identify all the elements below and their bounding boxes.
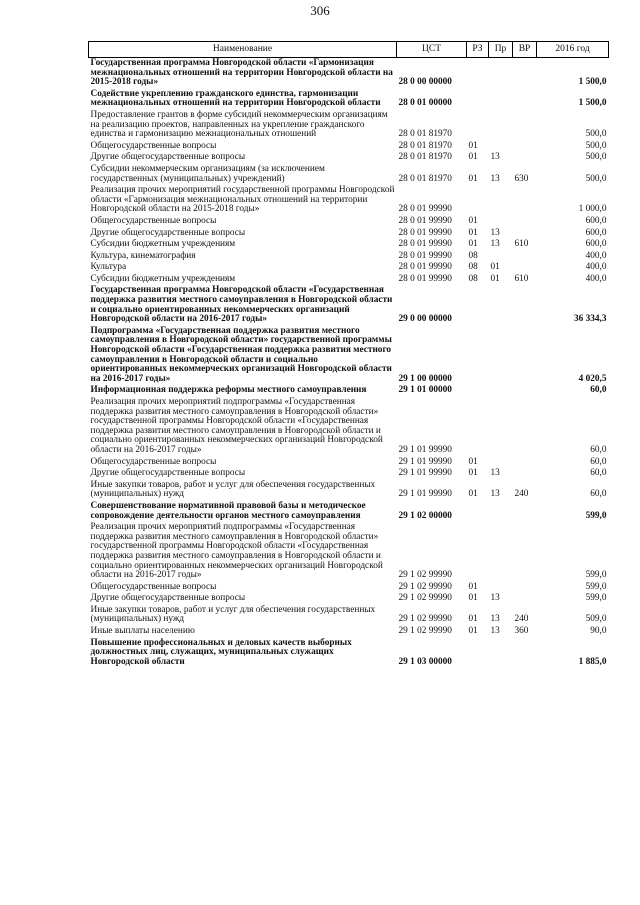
- table-row: [89, 480, 609, 501]
- table-row: [89, 285, 609, 325]
- row-name-cell: Общегосударственные вопросы: [90, 215, 217, 226]
- row-name-cell: Субсидии бюджетным учреждениям: [90, 239, 236, 250]
- table-row: [89, 152, 609, 164]
- row-amount-cell: 509,0: [585, 614, 607, 625]
- row-rz-cell: [467, 185, 489, 216]
- row-rz-cell: [467, 285, 489, 325]
- row-amount-cell: 600,0: [585, 227, 607, 238]
- row-rz-cell: [467, 501, 489, 522]
- row-rz-cell: 01: [468, 152, 478, 163]
- row-amount-cell: 500,0: [585, 140, 607, 151]
- row-cst-cell: 28 0 01 99990: [398, 273, 452, 284]
- row-name-cell: Содействие укреплению гражданского единства, гармонизации межнациональных отношений на территории Новгородской области: [90, 88, 381, 109]
- row-cst-cell: 29 1 02 99990: [398, 593, 452, 604]
- row-rz-cell: 01: [468, 227, 478, 238]
- row-rz-cell: [467, 58, 489, 89]
- row-rz-cell: 01: [468, 456, 478, 467]
- row-name-cell: Другие общегосударственные вопросы: [90, 227, 246, 238]
- row-amount-cell: 599,0: [585, 570, 607, 581]
- row-name-cell: Реализация прочих мероприятий подпрограммы «Государственная поддержка развития местного самоуправления в Новгородской области» государственной программы Новгородской области «Государственная поддержка развития местного самоуправления в Новгородской области и социально ориентированных некоммерческих организаций Новгородской области на 2016-2017 годы»: [90, 397, 383, 455]
- row-cst-cell: 29 1 01 99990: [398, 489, 452, 500]
- page-number: 306: [310, 3, 330, 18]
- row-rz-cell: 08: [468, 273, 478, 284]
- row-name-cell: Совершенствование нормативной правовой базы и методическое сопровождение деятельности органов местного самоуправления: [90, 500, 366, 521]
- row-cst-cell: 28 0 01 99990: [398, 239, 452, 250]
- row-amount-cell: 599,0: [585, 593, 607, 604]
- row-amount-cell: 500,0: [585, 173, 607, 184]
- row-rz-cell: [467, 522, 489, 582]
- row-vr-cell: [513, 185, 537, 216]
- row-amount-cell: 1 885,0: [578, 656, 607, 667]
- row-cst-cell: 29 1 01 99990: [398, 468, 452, 479]
- row-pr-cell: 13: [490, 468, 500, 479]
- table-row: [89, 141, 609, 153]
- row-cst-cell: 29 1 02 99990: [398, 581, 452, 592]
- row-amount-cell: 60,0: [590, 468, 607, 479]
- row-name-cell: Государственная программа Новгородской области «Гармонизация межнациональных отношений на территории Новгородской области на 2015-2018 годы»: [90, 58, 393, 88]
- row-rz-cell: [467, 89, 489, 110]
- row-vr-cell: [513, 216, 537, 228]
- row-pr-cell: [489, 385, 513, 397]
- row-pr-cell: [489, 457, 513, 469]
- row-cst-cell: 29 1 01 99990: [398, 444, 452, 455]
- row-vr-cell: [513, 110, 537, 141]
- row-amount-cell: 400,0: [585, 273, 607, 284]
- column-header-rz: РЗ: [467, 42, 489, 58]
- row-amount-cell: 400,0: [585, 262, 607, 273]
- row-name-cell: Субсидии бюджетным учреждениям: [90, 273, 236, 284]
- row-vr-cell: [513, 501, 537, 522]
- row-pr-cell: 13: [490, 152, 500, 163]
- row-cst-cell: 29 1 03 00000: [398, 656, 452, 667]
- row-amount-cell: 60,0: [590, 444, 607, 455]
- table-row: [89, 638, 609, 669]
- row-name-cell: Предоставление грантов в форме субсидий некоммерческим организациям на реализацию проектов, направленных на укрепление гражданского единства и гармонизацию межнациональных отношений: [90, 109, 388, 140]
- row-vr-cell: [513, 582, 537, 594]
- row-vr-cell: 610: [514, 273, 529, 284]
- row-amount-cell: 1 500,0: [578, 98, 607, 109]
- table-row: [89, 593, 609, 605]
- row-cst-cell: 28 0 01 81970: [398, 129, 452, 140]
- row-amount-cell: 60,0: [590, 456, 607, 467]
- row-rz-cell: 08: [468, 262, 478, 273]
- row-name-cell: Реализация прочих мероприятий государственной программы Новгородской области «Гармонизация межнациональных отношений на территории Новгородской области на 2015-2018 годы»: [90, 185, 395, 215]
- row-cst-cell: 28 0 01 99990: [398, 215, 452, 226]
- row-amount-cell: 500,0: [585, 129, 607, 140]
- row-rz-cell: [467, 397, 489, 457]
- row-rz-cell: 01: [468, 489, 478, 500]
- table-row: [89, 501, 609, 522]
- row-vr-cell: [513, 457, 537, 469]
- row-vr-cell: 610: [514, 239, 529, 250]
- row-rz-cell: [467, 110, 489, 141]
- table-row: [89, 626, 609, 638]
- row-name-cell: Иные закупки товаров, работ и услуг для обеспечения государственных (муниципальных) нужд: [90, 479, 376, 500]
- table-row: [89, 326, 609, 386]
- row-pr-cell: 13: [490, 593, 500, 604]
- row-pr-cell: [489, 89, 513, 110]
- table-row: [89, 605, 609, 626]
- row-name-cell: Культура, кинематография: [90, 250, 196, 261]
- row-amount-cell: 599,0: [585, 510, 607, 521]
- row-rz-cell: 01: [468, 140, 478, 151]
- budget-table: [88, 41, 609, 668]
- row-vr-cell: [513, 228, 537, 240]
- row-amount-cell: 60,0: [590, 489, 607, 500]
- row-pr-cell: [489, 251, 513, 263]
- row-pr-cell: 13: [490, 227, 500, 238]
- table-row: [89, 582, 609, 594]
- row-rz-cell: [467, 326, 489, 386]
- row-pr-cell: [489, 285, 513, 325]
- table-row: [89, 457, 609, 469]
- table-row: [89, 89, 609, 110]
- row-rz-cell: 01: [468, 581, 478, 592]
- table-row: [89, 58, 609, 89]
- row-amount-cell: 90,0: [590, 626, 607, 637]
- row-cst-cell: 28 0 01 81970: [398, 140, 452, 151]
- row-name-cell: Общегосударственные вопросы: [90, 581, 217, 592]
- row-amount-cell: 1 000,0: [578, 204, 607, 215]
- table-row: [89, 164, 609, 185]
- table-row: [89, 251, 609, 263]
- row-vr-cell: [513, 152, 537, 164]
- row-cst-cell: 29 1 02 99990: [398, 570, 452, 581]
- table-row: [89, 397, 609, 457]
- column-header-year: 2016 год: [537, 42, 609, 58]
- row-amount-cell: 600,0: [585, 215, 607, 226]
- row-amount-cell: 60,0: [590, 385, 607, 396]
- row-pr-cell: [489, 582, 513, 594]
- row-vr-cell: [513, 397, 537, 457]
- row-amount-cell: 600,0: [585, 239, 607, 250]
- row-pr-cell: 13: [490, 239, 500, 250]
- column-header-pr: Пр: [489, 42, 513, 58]
- row-pr-cell: 01: [490, 273, 500, 284]
- row-cst-cell: 28 0 01 99990: [398, 250, 452, 261]
- row-name-cell: Субсидии некоммерческим организациям (за исключением государственных (муниципальных) учреждений): [90, 163, 325, 184]
- row-name-cell: Культура: [90, 262, 127, 273]
- row-name-cell: Иные закупки товаров, работ и услуг для обеспечения государственных (муниципальных) нужд: [90, 604, 376, 625]
- row-vr-cell: [513, 593, 537, 605]
- row-rz-cell: 08: [468, 250, 478, 261]
- row-rz-cell: 01: [468, 173, 478, 184]
- row-cst-cell: 29 1 01 00000: [398, 385, 452, 396]
- row-name-cell: Информационная поддержка реформы местного самоуправления: [90, 385, 367, 396]
- row-cst-cell: 28 0 01 99990: [398, 262, 452, 273]
- row-rz-cell: [467, 385, 489, 397]
- row-pr-cell: [489, 110, 513, 141]
- row-vr-cell: [513, 141, 537, 153]
- row-name-cell: Общегосударственные вопросы: [90, 456, 217, 467]
- row-vr-cell: [513, 58, 537, 89]
- row-pr-cell: 13: [490, 626, 500, 637]
- table-row: [89, 185, 609, 216]
- row-amount-cell: 500,0: [585, 152, 607, 163]
- row-name-cell: Другие общегосударственные вопросы: [90, 152, 246, 163]
- row-vr-cell: [513, 251, 537, 263]
- table-row: [89, 522, 609, 582]
- row-cst-cell: 29 1 02 99990: [398, 626, 452, 637]
- row-pr-cell: [489, 141, 513, 153]
- row-cst-cell: 29 1 01 99990: [398, 456, 452, 467]
- row-rz-cell: 01: [468, 614, 478, 625]
- row-pr-cell: [489, 501, 513, 522]
- row-pr-cell: 13: [490, 489, 500, 500]
- row-name-cell: Подпрограмма «Государственная поддержка развития местного самоуправления в Новгородской области» государственной программы Новгородской области «Государственная поддержка развития местного самоуправления в Новгородской области и социально ориентированных некоммерческих организаций Новгородской области на 2016-2017 годы»: [90, 325, 392, 384]
- row-pr-cell: 01: [490, 262, 500, 273]
- row-rz-cell: 01: [468, 593, 478, 604]
- row-amount-cell: 36 334,3: [573, 314, 607, 325]
- row-amount-cell: 400,0: [585, 250, 607, 261]
- row-pr-cell: [489, 58, 513, 89]
- table-row: [89, 385, 609, 397]
- table-row: [89, 262, 609, 274]
- row-amount-cell: 4 020,5: [578, 373, 607, 384]
- row-rz-cell: 01: [468, 626, 478, 637]
- row-vr-cell: [513, 385, 537, 397]
- row-amount-cell: 599,0: [585, 581, 607, 592]
- row-cst-cell: 29 1 02 00000: [398, 510, 452, 521]
- row-cst-cell: 28 0 01 00000: [398, 98, 452, 109]
- table-row: [89, 274, 609, 286]
- row-vr-cell: 240: [514, 614, 529, 625]
- row-cst-cell: 28 0 00 00000: [398, 77, 452, 88]
- table-header-row: [89, 42, 609, 58]
- row-amount-cell: 1 500,0: [578, 77, 607, 88]
- row-rz-cell: 01: [468, 239, 478, 250]
- column-header-vr: ВР: [513, 42, 537, 58]
- row-cst-cell: 29 1 02 99990: [398, 614, 452, 625]
- row-name-cell: Государственная программа Новгородской области «Государственная поддержка развития местного самоуправления в Новгородской области и социально ориентированных некоммерческих организаций Новгородской области на 2016-2017 годы»: [90, 285, 393, 325]
- row-pr-cell: [489, 638, 513, 669]
- column-header-name: Наименование: [89, 42, 397, 58]
- table-row: [89, 228, 609, 240]
- row-name-cell: Другие общегосударственные вопросы: [90, 593, 246, 604]
- row-cst-cell: 29 1 00 00000: [398, 373, 452, 384]
- row-pr-cell: 13: [490, 173, 500, 184]
- row-vr-cell: [513, 285, 537, 325]
- row-vr-cell: [513, 89, 537, 110]
- row-pr-cell: [489, 216, 513, 228]
- row-cst-cell: 28 0 01 81970: [398, 152, 452, 163]
- row-vr-cell: 360: [514, 626, 529, 637]
- row-vr-cell: [513, 326, 537, 386]
- table-body: [89, 58, 609, 669]
- row-pr-cell: [489, 522, 513, 582]
- column-header-cst: ЦСТ: [397, 42, 467, 58]
- table-row: [89, 239, 609, 251]
- row-pr-cell: [489, 185, 513, 216]
- row-vr-cell: [513, 638, 537, 669]
- row-cst-cell: 29 0 00 00000: [398, 314, 452, 325]
- row-name-cell: Другие общегосударственные вопросы: [90, 468, 246, 479]
- row-vr-cell: 240: [514, 489, 529, 500]
- table-row: [89, 468, 609, 480]
- row-cst-cell: 28 0 01 99990: [398, 204, 452, 215]
- row-pr-cell: [489, 397, 513, 457]
- row-rz-cell: 01: [468, 468, 478, 479]
- row-name-cell: Иные выплаты населению: [90, 626, 195, 637]
- row-vr-cell: [513, 522, 537, 582]
- row-vr-cell: 630: [514, 173, 529, 184]
- table-row: [89, 216, 609, 228]
- row-rz-cell: 01: [468, 215, 478, 226]
- row-pr-cell: [489, 326, 513, 386]
- table-row: [89, 110, 609, 141]
- row-pr-cell: 13: [490, 614, 500, 625]
- row-cst-cell: 28 0 01 99990: [398, 227, 452, 238]
- row-vr-cell: [513, 468, 537, 480]
- row-name-cell: Реализация прочих мероприятий подпрограммы «Государственная поддержка развития местного самоуправления в Новгородской области» государственной программы Новгородской области «Государственная поддержка развития местного самоуправления в Новгородской области и социально ориентированных некоммерческих организаций Новгородской области на 2016-2017 годы»: [90, 522, 383, 581]
- row-cst-cell: 28 0 01 81970: [398, 173, 452, 184]
- row-vr-cell: [513, 262, 537, 274]
- row-rz-cell: [467, 638, 489, 669]
- row-name-cell: Повышение профессиональных и деловых качеств выборных должностных лиц, служащих, муниципальных служащих Новгородской области: [90, 637, 352, 667]
- row-name-cell: Общегосударственные вопросы: [90, 140, 217, 151]
